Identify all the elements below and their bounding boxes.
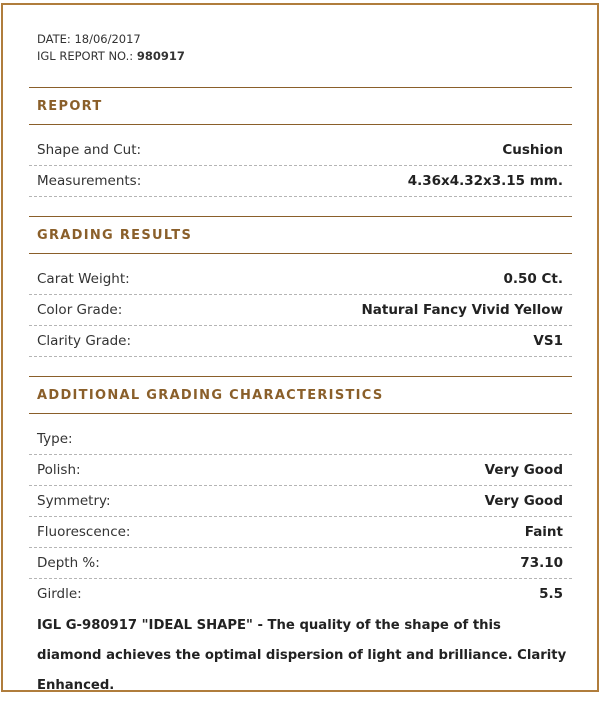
- additional-section-header: [29, 376, 572, 414]
- row-label: Girdle:: [37, 586, 82, 602]
- date-value: 18/06/2017: [74, 32, 141, 46]
- row-type: [29, 424, 572, 455]
- row-label: Type:: [37, 431, 73, 447]
- row-symmetry: [29, 486, 572, 517]
- report-card: [1, 3, 599, 692]
- row-value: 0.50 Ct.: [503, 271, 563, 287]
- row-measurements: [29, 166, 572, 197]
- row-value: Very Good: [484, 462, 563, 478]
- grading-results-section-header: [29, 216, 572, 254]
- row-label: Polish:: [37, 462, 81, 478]
- row-value: 4.36x4.32x3.15 mm.: [407, 173, 563, 189]
- row-girdle: [29, 579, 572, 609]
- row-label: Depth %:: [37, 555, 100, 571]
- row-shape-and-cut: [29, 135, 572, 166]
- row-label: Color Grade:: [37, 302, 123, 318]
- row-value: VS1: [533, 333, 563, 349]
- report-number-line: [37, 48, 185, 65]
- row-value: Very Good: [484, 493, 563, 509]
- row-fluorescence: [29, 517, 572, 548]
- row-value: 73.10: [520, 555, 563, 571]
- date-label: DATE:: [37, 32, 71, 46]
- additional-section-title: ADDITIONAL GRADING CHARACTERISTICS: [37, 388, 384, 403]
- report-section-header: [29, 87, 572, 125]
- row-color-grade: [29, 295, 572, 326]
- row-clarity-grade: [29, 326, 572, 357]
- row-value: Faint: [524, 524, 563, 540]
- row-carat-weight: [29, 264, 572, 295]
- report-number-value: 980917: [136, 49, 185, 63]
- row-label: Measurements:: [37, 173, 142, 189]
- ideal-shape-note: IGL G-980917 "IDEAL SHAPE" - The quality of the shape of this diamond achieves the optimal dispersion of light and brilliance. Clarity Enhanced.: [37, 618, 567, 693]
- row-label: Symmetry:: [37, 493, 111, 509]
- row-value: 5.5: [539, 586, 563, 602]
- row-value: Natural Fancy Vivid Yellow: [361, 302, 563, 318]
- report-content: [29, 5, 572, 693]
- row-label: Fluorescence:: [37, 524, 131, 540]
- grading-results-title: GRADING RESULTS: [37, 228, 193, 243]
- report-number-label: IGL REPORT NO.:: [37, 49, 134, 63]
- report-section-title: REPORT: [37, 99, 103, 114]
- report-meta: [37, 31, 185, 65]
- row-label: Carat Weight:: [37, 271, 130, 287]
- date-line: [37, 31, 185, 48]
- row-label: Clarity Grade:: [37, 333, 132, 349]
- row-polish: [29, 455, 572, 486]
- row-label: Shape and Cut:: [37, 142, 142, 158]
- row-value: Cushion: [502, 142, 563, 158]
- row-depth: [29, 548, 572, 579]
